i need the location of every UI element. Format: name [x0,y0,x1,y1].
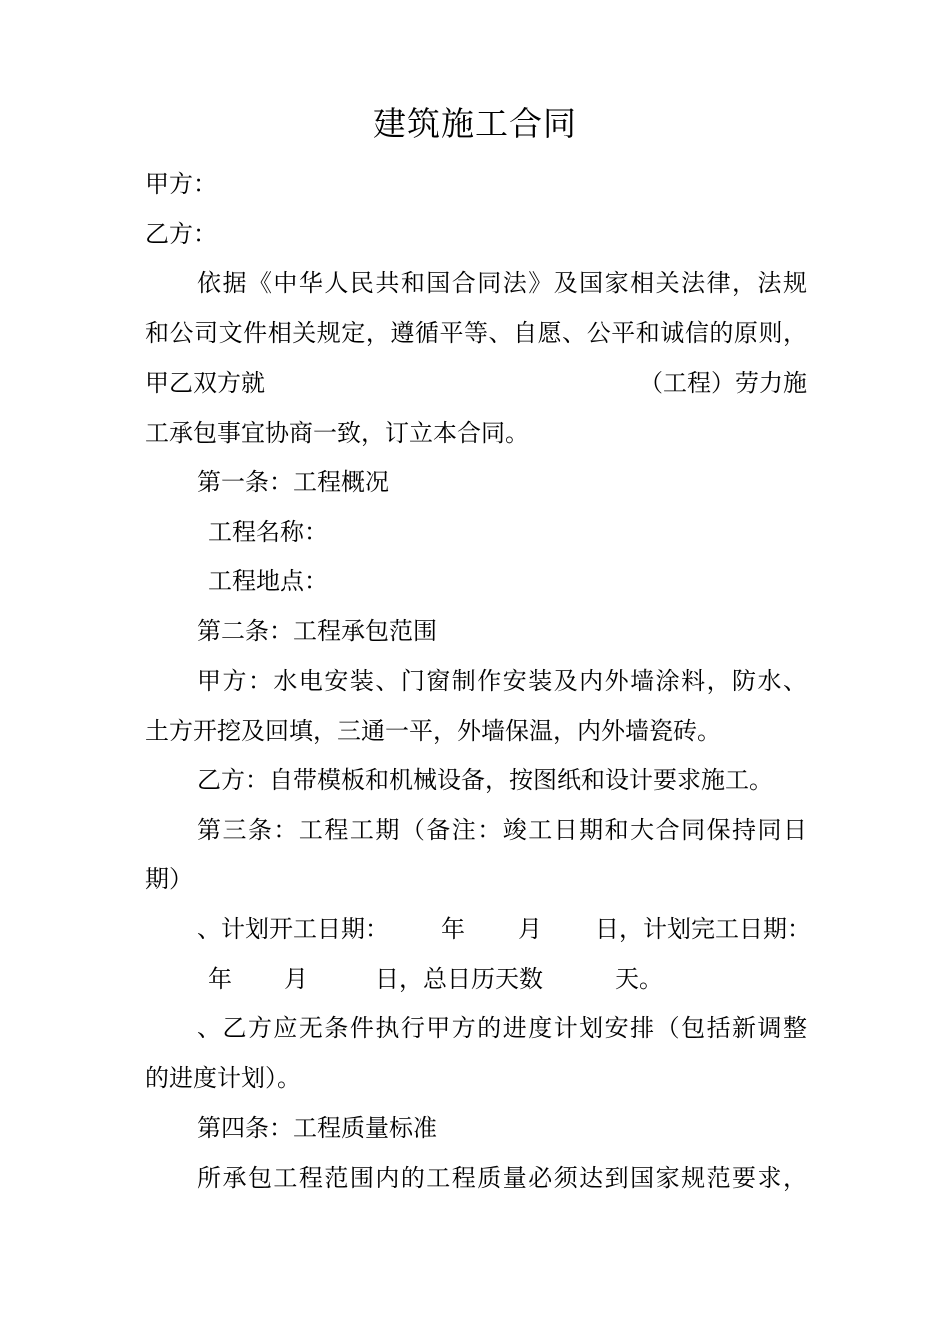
preamble-line-4: 工承包事宜协商一致，订立本合同。 [145,419,529,447]
start-month-label: 月 [518,915,542,943]
article-2-party-a-line-2: 土方开挖及回填，三通一平，外墙保温，内外墙瓷砖。 [145,717,721,745]
preamble-line-3-left: 甲乙双方就 [145,369,265,397]
preamble-line-3-right: （工程）劳力施 [639,369,807,397]
party-a-label: 甲方： [145,170,217,198]
planned-start-label: 、计划开工日期： [197,915,389,943]
preamble-line-1: 依据《中华人民共和国合同法》及国家相关法律，法规 [197,269,807,297]
start-year-label: 年 [441,915,465,943]
end-month-label: 月 [284,965,308,993]
project-name-label: 工程名称： [208,518,328,546]
article-3-heading-line-2: 期） [145,865,193,893]
end-year-label: 年 [208,965,232,993]
start-day-completion-label: 日，计划完工日期： [595,915,811,943]
project-location-label: 工程地点： [208,567,328,595]
progress-line-2: 的进度计划）。 [145,1064,301,1092]
document-title: 建筑施工合同 [373,104,577,143]
preamble-line-3 [145,366,807,400]
end-day-total-label: 日，总日历天数 [375,965,543,993]
article-1-heading: 第一条：工程概况 [197,468,389,496]
preamble-line-2: 和公司文件相关规定，遵循平等、自愿、公平和诚信的原则， [145,319,807,347]
article-2-party-a-line-1: 甲方：水电安装、门窗制作安装及内外墙涂料，防水、 [197,667,807,695]
article-4-line-1: 所承包工程范围内的工程质量必须达到国家规范要求， [197,1164,807,1192]
article-4-heading: 第四条：工程质量标准 [197,1114,437,1142]
article-2-heading: 第二条：工程承包范围 [197,617,437,645]
party-b-label: 乙方： [145,220,217,248]
progress-line-1: 、乙方应无条件执行甲方的进度计划安排（包括新调整 [197,1014,807,1042]
total-days-unit-label: 天。 [615,965,663,993]
article-2-party-b-line: 乙方：自带模板和机械设备，按图纸和设计要求施工。 [197,766,773,794]
article-3-heading-line-1: 第三条：工程工期（备注：竣工日期和大合同保持同日 [197,816,807,844]
